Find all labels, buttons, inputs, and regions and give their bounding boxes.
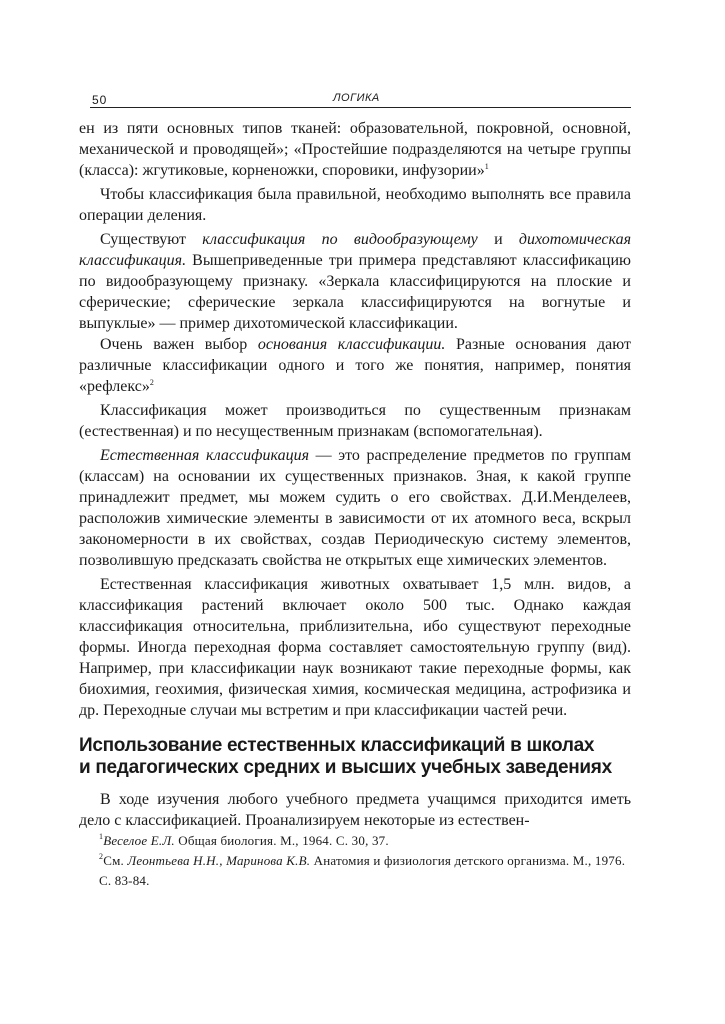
paragraph-3: Существуют классификация по видообразующему и дихотомическая классификация. Вышеприведенные три примера представляют классификацию по видообразующему признаку. «Зеркала классифицируются на плоские и сферические; сферические зеркала классифицируются на вогнутые и выпуклые» — пример дихотомической классификации.: [79, 231, 632, 332]
paragraph-7: Естественная классификация животных охватывает 1,5 млн. видов, а классификация растений включает около 500 тыс. Однако каждая классификация относительна, приблизительна, ибо существуют переходные формы. Иногда переходная форма составляет самостоятельную группу (вид). Например, при классификации наук возникают такие переходные формы, как биохимия, геохимия, физическая химия, космическая медицина, астрофизика и др. Переходные случаи мы встретим и при классификации частей речи.: [79, 576, 631, 719]
section-heading: [79, 735, 639, 779]
paragraph-1: ен из пяти основных типов тканей: образовательной, покровной, основной, механической и проводящей»; «Простейшие подразделяются на четыре группы (класса): жгутиковые, корненожки, споровики, инфузории»$^1$: [79, 120, 631, 179]
paragraph-6: Естественная классификация — это распределение предметов по группам (классам) на основании их существенных признаков. Зная, к какой группе принадлежит предмет, мы можем судить о его свойствах. Д.И.Менделеев, расположив химические элементы в зависимости от их атомного веса, вскрыл закономерности в их свойствах, создав Периодическую систему элементов, позволившую предсказать свойства не открытых еще химических элементов.: [79, 447, 632, 569]
footnote-ref-2: 2: [149, 378, 154, 387]
page-number: 50: [92, 93, 108, 107]
section-heading-line-2: и педагогических средних и высших учебных заведениях: [79, 757, 612, 778]
page-header: [90, 93, 631, 108]
footnote-2: $^2$См. Леонтьева Н.Н., Маринова К.В. Анатомия и физиология детского организма. М., 1976. С. 83-84.: [99, 852, 626, 888]
paragraph-5: Классификация может производиться по существенным признакам (естественная) и по несущественным признакам (вспомогательная).: [79, 402, 631, 440]
paragraph-2: Чтобы классификация была правильной, необходимо выполнять все правила операции деления.: [79, 186, 631, 224]
section-heading-line-1: Использование естественных классификаций в школах: [79, 735, 595, 756]
paragraph-8: В ходе изучения любого учебного предмета учащимся приходится иметь дело с классификацией. Проанализируем некоторые из естествен-: [79, 791, 631, 829]
footnote-1: $^1$Веселое Е.Л. Общая биология. М., 1964. С. 30, 37.: [99, 832, 389, 848]
running-title: ЛОГИКА: [333, 92, 380, 104]
footnote-ref-1: 1: [484, 162, 489, 171]
footnotes: [79, 831, 631, 891]
paragraph-4: Очень важен выбор основания классификации. Разные основания дают различные классификации одного и того же понятия, например, понятия «рефлекс»$^2$: [79, 336, 632, 395]
section-text: [79, 789, 631, 831]
main-text: [79, 118, 631, 721]
